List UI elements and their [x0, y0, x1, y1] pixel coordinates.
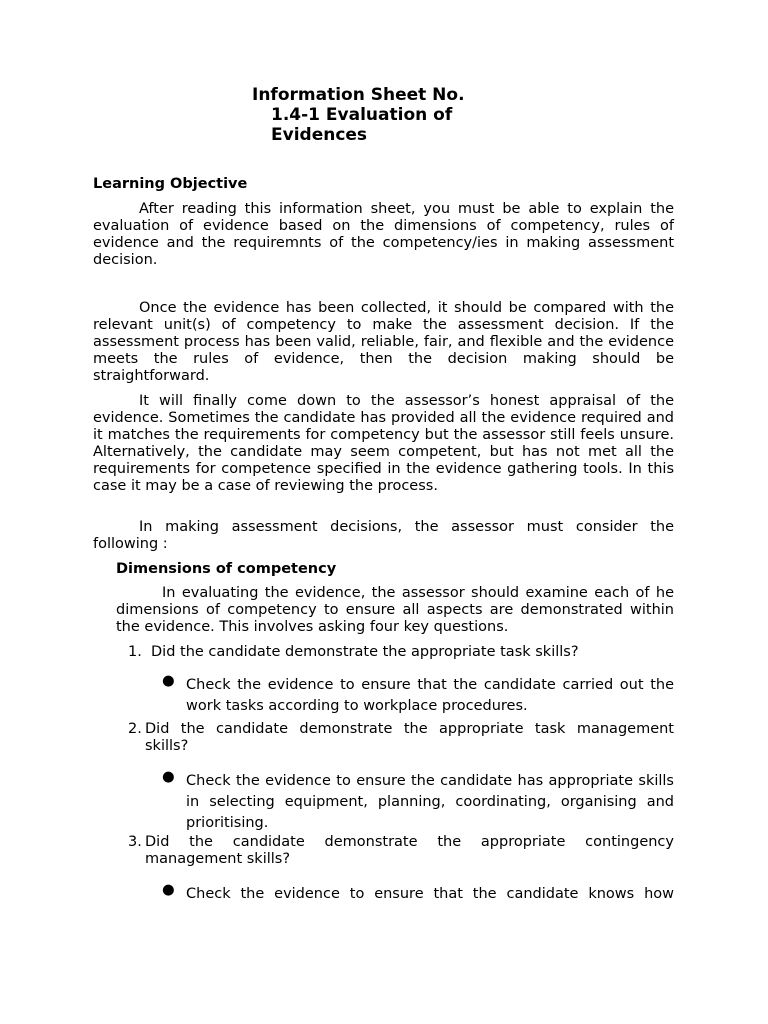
question-2-text: Did the candidate demonstrate the appropriate task management skills?	[145, 721, 674, 754]
bullet-1: Check the evidence to ensure that the candidate carried out the work tasks according to workplace procedures.	[186, 677, 674, 714]
paragraph-3: In making assessment decisions, the assessor must consider the following :	[93, 519, 674, 552]
list-number-2: 2.	[128, 721, 142, 737]
learning-objective-heading: Learning Objective	[93, 176, 248, 192]
paragraph-2: It will finally come down to the assessor’s honest appraisal of the evidence. Sometimes the candidate has provided all the evidence required and it matches the requirements for competency but the assessor still feels unsure. Alternatively, the candidate may seem competent, but has not met all the requirements for competence specified in the evidence gathering tools. In this case it may be a case of reviewing the process.	[93, 393, 674, 494]
question-2	[145, 721, 674, 755]
paragraph-1: Once the evidence has been collected, it should be compared with the relevant unit(s) of competency to make the assessment decision. If the assessment process has been valid, reliable, fair, and flexible and the evidence meets the rules of evidence, then the decision making should be straightforward.	[93, 300, 674, 384]
title-line-1: Information Sheet No.	[252, 85, 465, 105]
bullet-dot-icon: ●	[162, 673, 175, 689]
page-title	[252, 85, 465, 145]
bullet-dot-icon: ●	[162, 882, 175, 898]
title-line-2: 1.4-1 Evaluation of	[271, 105, 453, 125]
question-3-text: Did the candidate demonstrate the appropriate contingency management skills?	[145, 834, 674, 867]
question-1: Did the candidate demonstrate the appropriate task skills?	[151, 644, 579, 660]
list-number-3: 3.	[128, 834, 142, 850]
bullet-3: Check the evidence to ensure that the candidate knows how	[186, 886, 674, 902]
list-number-1: 1.	[128, 644, 142, 660]
dimensions-heading: Dimensions of competency	[116, 561, 337, 577]
dimensions-intro: In evaluating the evidence, the assessor should examine each of he dimensions of competency to ensure all aspects are demonstrated within the evidence. This involves asking four key questions.	[116, 585, 674, 635]
question-3	[145, 834, 674, 868]
learning-objective-text: After reading this information sheet, you must be able to explain the evaluation of evidence based on the dimensions of competency, rules of evidence and the requiremnts of the competency/ies in making assessment decision.	[93, 201, 674, 268]
title-line-3: Evidences	[271, 125, 368, 145]
bullet-2: Check the evidence to ensure the candidate has appropriate skills in selecting equipment, planning, coordinating, organising and prioritising.	[186, 773, 674, 831]
bullet-dot-icon: ●	[162, 769, 175, 785]
